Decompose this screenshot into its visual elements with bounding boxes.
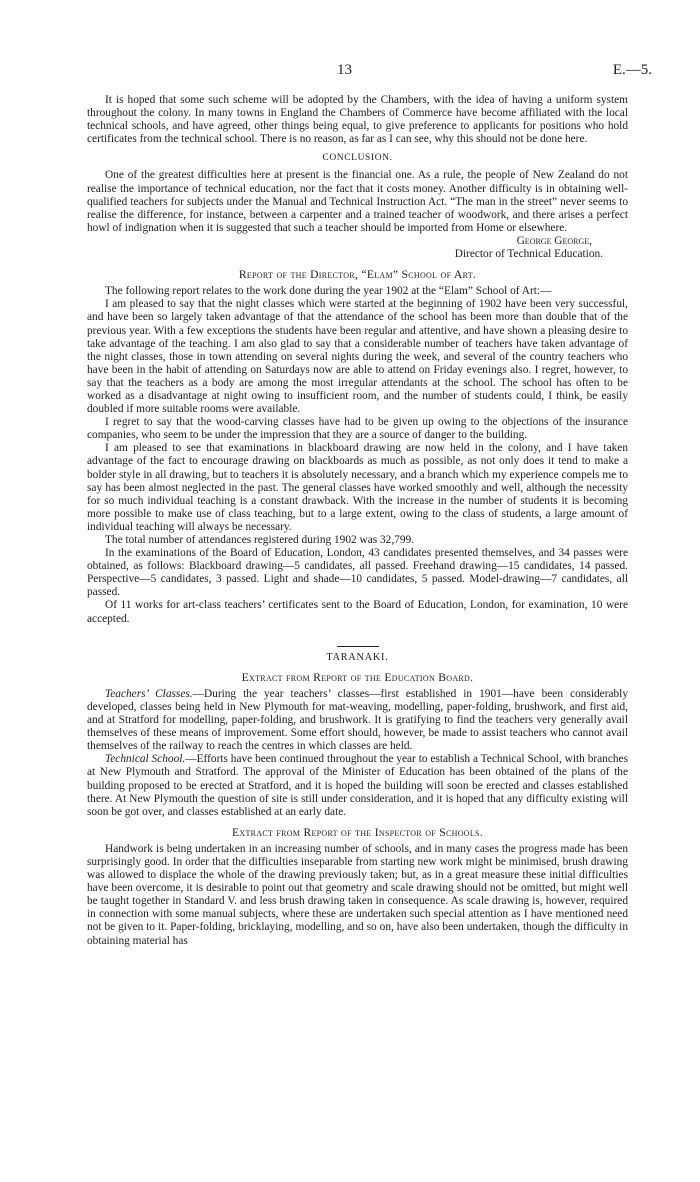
body-text: [87, 94, 628, 948]
technical-school-label: Technical School.: [105, 753, 186, 766]
inspector-paragraph: Handwork is being undertaken in an increasing number of schools, and in many cases the progress made has been surprisingly good. In order that the difficulties inseparable from starting new work might be minimised, brush drawing was allowed to displace the whole of the drawing previously taken; but, as in a great measure these initial difficulties have been overcome, it is desirable to point out that geometry and scale drawing should not be omitted, but might well be taught together in Standard V. and less brush drawing taken in consequence. As scale drawing is, however, required in connection with some manual subjects, where these are undertaken such special attention as I have mentioned need not be given to it. Paper-folding, bricklaying, modelling, and so on, have also been undertaken, though the difficulty in obtaining material has: [87, 842, 628, 947]
teachers-classes-text: —During the year teachers’ classes—first established in 1901—have been considerably developed, classes being held in New Plymouth for mat-weaving, modelling, paper-folding, brushwork, and first aid, and at Stratford for modelling, paper-folding, and brushwork. It is gratifying to find the teachers very generally avail themselves of these means of improvement. Some effort should, however, be made to assist teachers who cannot avail themselves of the railway to reach the centres in which classes are held.: [87, 687, 629, 753]
elam-paragraph: I regret to say that the wood-carving classes have had to be given up owing to the objections of the insurance companies, who seem to be under the impression that they are a source of danger to the building.: [87, 416, 628, 442]
conclusion-paragraph: One of the greatest difficulties here at present is the financial one. As a rule, the people of New Zealand do not realise the importance of technical education, nor the fact that it costs money. Another difficulty is in obtaining well-qualified teachers for subjects under the Manual and Technical Instruction Act. “The man in the street” never seems to realise the difference, for instance, between a carpenter and a trained teacher of woodwork, and there arises a perfect howl of indignation when it is suggested that such a teacher should be imported from Home or elsewhere.: [87, 169, 628, 234]
elam-paragraph: I am pleased to see that examinations in blackboard drawing are now held in the colony, and I have taken advantage of the fact to encourage drawing on blackboards as much as possible, as not only does it tend to make a bolder style in all drawing, but to teachers it is absolutely necessary, and a branch which my experience compels me to say has been almost neglected in the past. The general classes have worked smoothly and well, although the necessity for so much individual teaching is a constant drawback. With the increase in the number of students it is becoming more possible to make use of class teaching, but to a large extent, owing to the class of students, a large amount of individual teaching will always be necessary.: [87, 442, 628, 533]
inspector-report-title: Extract from Report of the Inspector of Schools.: [231, 825, 483, 839]
elam-paragraph: I am pleased to say that the night classes which were started at the beginning of 1902 have been very successful, and have been so largely taken advantage of that the attendance of the school has been more than double that of the previous year. With a few exceptions the students have been regular and attentive, and have shown a pleasing desire to take advantage of the teaching. I am also glad to say that a considerable number of teachers have taken advantage of the night classes, those in town attending on several nights during the week, and several of the country teachers who have been in the habit of attending on Saturdays now are able to attend on Friday evenings also. I regret, however, to say that the teachers as a body are among the most irregular attendants at the school. The school has often to be worked as a disadvantage at night owing to insufficient room, and the number of students could, I think, be easily doubled if more suitable rooms were available.: [87, 298, 628, 416]
technical-school-text: —Efforts have been continued throughout the year to establish a Technical School, with branches at New Plymouth and Stratford. The approval of the Minister of Education has been obtained of the plans of the building proposed to be erected at Stratford, and it is hoped the building will soon be erected and classes established there. At New Plymouth the question of site is still under consideration, and it is hoped that any difficulty existing will soon be got over, and classes established at an early date.: [87, 753, 629, 818]
elam-paragraph: In the examinations of the Board of Education, London, 43 candidates presented themselves, and 34 passes were obtained, as follows: Blackboard drawing—5 candidates, all passed. Freehand drawing—15 candidates, 14 passed. Perspective—5 candidates, 3 passed. Light and shade—10 candidates, 5 passed. Model-drawing—7 candidates, all passed.: [87, 547, 628, 599]
board-report-title: Extract from Report of the Education Board.: [241, 670, 474, 684]
teachers-classes-label: Teachers’ Classes.: [105, 687, 193, 700]
intro-paragraph: It is hoped that some such scheme will be adopted by the Chambers, with the idea of having a uniform system throughout the colony. In many towns in England the Chambers of Commerce have become affiliated with the local technical schools, and have agreed, other things being equal, to give preference to applicants for positions who hold certificates from the technical school. There is no reason, as far as I can see, why this should not be done here.: [87, 94, 628, 146]
conclusion-heading: CONCLUSION.: [322, 153, 393, 164]
document-reference: E.—5.: [612, 62, 652, 78]
elam-report-title: Report of the Director, “Elam” School of Art.: [238, 268, 477, 282]
elam-paragraph: The following report relates to the work done during the year 1902 at the “Elam” School of Art:—: [105, 285, 552, 298]
section-divider: [337, 646, 379, 647]
teachers-classes-paragraph: [87, 688, 628, 753]
signature-title: Director of Technical Education.: [454, 248, 603, 261]
technical-school-paragraph: [87, 753, 628, 818]
page-number: 13: [337, 62, 352, 78]
page-header: [0, 62, 700, 82]
elam-paragraph: Of 11 works for art-class teachers’ certificates sent to the Board of Education, London, for examination, 10 were accepted.: [87, 599, 628, 625]
elam-paragraph: The total number of attendances registered during 1902 was 32,799.: [105, 534, 415, 546]
region-heading: TARANAKI.: [326, 651, 389, 663]
signature-name: George George,: [516, 234, 592, 247]
